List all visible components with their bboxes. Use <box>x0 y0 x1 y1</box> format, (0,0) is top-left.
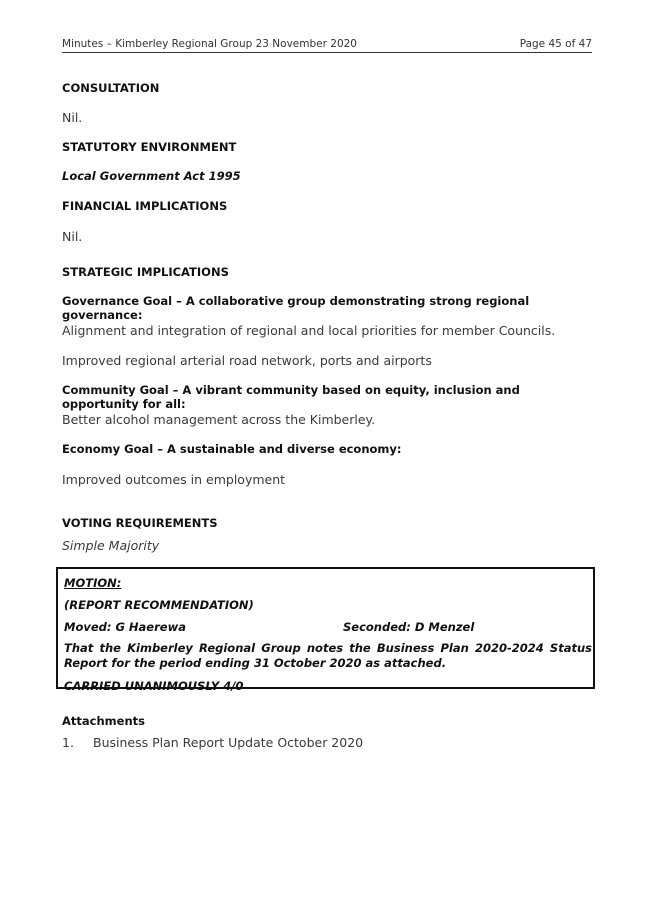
voting-heading: VOTING REQUIREMENTS <box>62 516 218 530</box>
motion-box <box>56 567 595 693</box>
header-title: Minutes – Kimberley Regional Group 23 November 2020 <box>62 38 357 50</box>
community-item-1: Better alcohol management across the Kimberley. <box>62 412 376 427</box>
motion-resolution: That the Kimberley Regional Group notes the Business Plan 2020-2024 Status Report for the period ending 31 October 2020 as attached. <box>64 641 592 670</box>
statutory-heading: STATUTORY ENVIRONMENT <box>62 140 237 154</box>
motion-moved: Moved: G Haerewa <box>64 620 186 634</box>
attachment-title: Business Plan Report Update October 2020 <box>93 735 364 750</box>
community-goal: Community Goal – A vibrant community based on equity, inclusion and opportunity for all: <box>62 383 520 411</box>
financial-text: Nil. <box>62 229 83 244</box>
consultation-text: Nil. <box>62 110 83 125</box>
governance-item-1: Alignment and integration of regional and local priorities for member Councils. <box>62 323 556 338</box>
voting-text: Simple Majority <box>62 538 160 553</box>
economy-item-1: Improved outcomes in employment <box>62 472 286 487</box>
governance-goal: Governance Goal – A collaborative group demonstrating strong regional governance: <box>62 294 530 322</box>
financial-heading: FINANCIAL IMPLICATIONS <box>62 199 228 213</box>
consultation-heading: CONSULTATION <box>62 81 160 95</box>
page-number: Page 45 of 47 <box>519 38 592 50</box>
attachment-number: 1. <box>62 735 74 750</box>
motion-seconded: Seconded: D Menzel <box>343 620 475 634</box>
governance-item-2: Improved regional arterial road network, ports and airports <box>62 353 432 368</box>
attachments-heading: Attachments <box>62 714 145 728</box>
strategic-heading: STRATEGIC IMPLICATIONS <box>62 265 229 279</box>
statutory-text: Local Government Act 1995 <box>62 169 241 183</box>
motion-title: MOTION: <box>64 576 122 590</box>
page-header <box>62 38 592 53</box>
economy-goal: Economy Goal – A sustainable and diverse economy: <box>62 442 402 456</box>
motion-carried: CARRIED UNANIMOUSLY 4/0 <box>64 679 244 693</box>
motion-subtitle: (REPORT RECOMMENDATION) <box>64 598 254 612</box>
